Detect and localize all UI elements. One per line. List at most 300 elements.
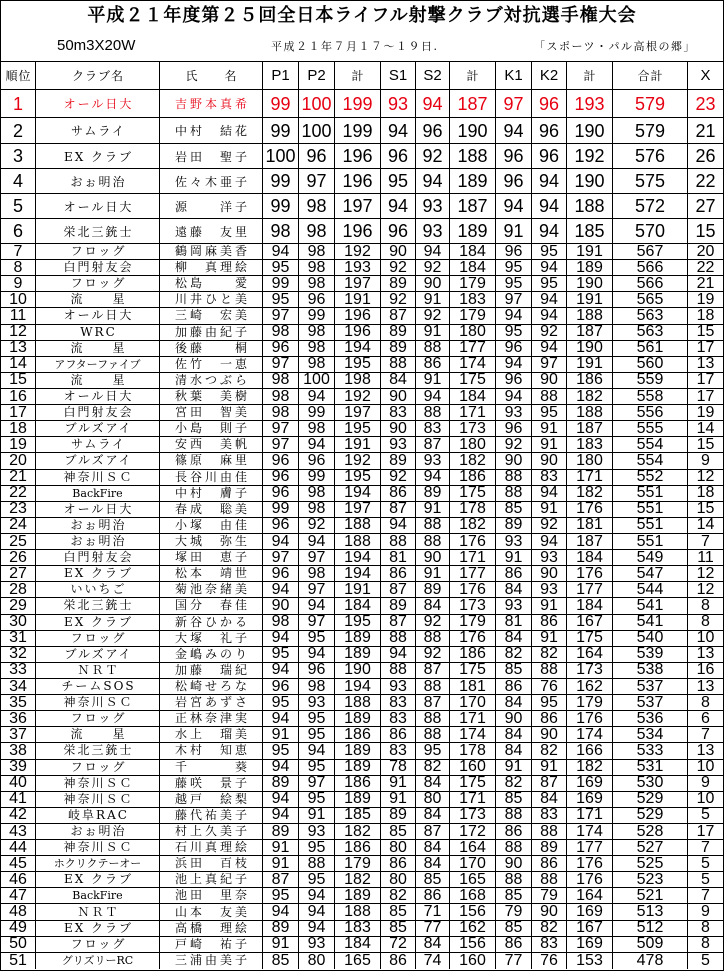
x-count-cell: 14 (696, 421, 715, 437)
k1-cell: 88 (496, 486, 532, 501)
p1-cell: 91 (263, 727, 299, 742)
s-sum-cell: 171 (450, 711, 496, 726)
name-cell: 後藤 桐 (160, 341, 263, 356)
result-row (1, 856, 723, 872)
p2-cell: 98 (299, 194, 335, 218)
club-cell: 栄北三銃士 (36, 743, 160, 758)
club-cell: WRC (36, 325, 160, 340)
x-count-cell: 10 (696, 630, 715, 646)
s-sum-cell: 180 (450, 437, 496, 452)
s1-cell: 94 (381, 518, 416, 533)
rank-cell: 26 (1, 550, 36, 565)
k2-cell: 88 (532, 389, 567, 404)
name-cell: 岩田 聖子 (160, 144, 263, 168)
rank-cell: 5 (1, 194, 36, 218)
k-sum-cell: 185 (567, 219, 613, 243)
s2-cell: 88 (416, 518, 450, 533)
p1-cell: 98 (263, 615, 299, 630)
p2-cell: 96 (299, 663, 335, 678)
name-cell: 松崎せろな (160, 679, 263, 694)
p2-cell: 98 (299, 566, 335, 581)
p2-cell: 98 (299, 260, 335, 275)
name-cell: 千 葵 (160, 760, 263, 775)
s1-cell: 82 (381, 888, 416, 903)
name-cell: 木村 知恵 (160, 743, 263, 758)
rank-cell: 8 (1, 260, 36, 275)
k1-cell: 95 (496, 276, 532, 291)
p1-cell: 96 (263, 486, 299, 501)
document-title: 平成２１年度第２５回全日本ライフル射撃クラブ対抗選手権大会 (87, 5, 637, 26)
k-sum-cell: 184 (567, 550, 613, 565)
club-cell: オール日大 (36, 389, 160, 404)
x-count-cell: 12 (696, 566, 715, 582)
p-sum-cell: 192 (335, 389, 381, 404)
s2-cell: 94 (416, 244, 450, 259)
x-count-cell: 17 (696, 340, 715, 356)
s-sum-cell: 168 (450, 888, 496, 903)
header-p1: P1 (263, 62, 299, 89)
total-cell: 509 (613, 937, 688, 952)
club-cell: チームSOS (36, 679, 160, 694)
s1-cell: 85 (381, 824, 416, 839)
s-sum-cell: 186 (450, 647, 496, 662)
k-sum-cell: 186 (567, 373, 613, 388)
rank-cell: 35 (1, 695, 36, 710)
club-cell: BackFire (36, 888, 160, 903)
s1-cell: 88 (381, 663, 416, 678)
name-cell: 佐々木亜子 (160, 169, 263, 193)
p1-cell: 99 (263, 276, 299, 291)
k1-cell: 94 (496, 194, 532, 218)
rank-cell: 47 (1, 888, 36, 903)
p1-cell: 96 (263, 518, 299, 533)
p1-cell: 98 (263, 325, 299, 340)
s2-cell: 88 (416, 679, 450, 694)
p1-cell: 98 (263, 373, 299, 388)
k-sum-cell: 192 (567, 144, 613, 168)
s1-cell: 83 (381, 743, 416, 758)
s-sum-cell: 177 (450, 341, 496, 356)
name-cell: 浜田 百枝 (160, 856, 263, 871)
k1-cell: 93 (496, 534, 532, 549)
s2-cell: 86 (416, 888, 450, 903)
s-sum-cell: 171 (450, 550, 496, 565)
x-count-cell: 18 (696, 485, 715, 501)
k2-cell: 88 (532, 663, 567, 678)
k2-cell: 82 (532, 743, 567, 758)
p2-cell: 100 (299, 373, 335, 388)
x-count-cell: 17 (696, 823, 715, 840)
s1-cell: 88 (381, 631, 416, 646)
k1-cell: 90 (496, 856, 532, 871)
p2-cell: 95 (299, 760, 335, 775)
k-sum-cell: 187 (567, 421, 613, 436)
x-count-cell: 22 (696, 260, 715, 276)
p1-cell: 96 (263, 470, 299, 485)
s-sum-cell: 188 (450, 144, 496, 168)
header-k1: K1 (496, 62, 532, 89)
total-cell: 555 (613, 421, 688, 436)
name-cell: 金嶋みのり (160, 647, 263, 662)
k1-cell: 96 (496, 244, 532, 259)
s1-cell: 93 (381, 437, 416, 452)
rank-cell: 14 (1, 357, 36, 372)
s2-cell: 82 (416, 760, 450, 775)
k1-cell: 95 (496, 260, 532, 275)
k-sum-cell: 169 (567, 937, 613, 952)
k-sum-cell: 188 (567, 405, 613, 420)
x-count-cell: 5 (701, 807, 710, 823)
result-row (1, 194, 723, 219)
p1-cell: 99 (263, 169, 299, 193)
k2-cell: 87 (532, 776, 567, 791)
k1-cell: 85 (496, 792, 532, 807)
s1-cell: 85 (381, 921, 416, 936)
result-row (1, 169, 723, 194)
result-row (1, 663, 723, 679)
event-venue: 「スポーツ・パル高根の郷」 (534, 40, 697, 53)
total-cell: 538 (613, 663, 688, 678)
p-sum-cell: 199 (335, 118, 381, 143)
p1-cell: 96 (263, 341, 299, 356)
k2-cell: 90 (532, 904, 567, 919)
k-sum-cell: 182 (567, 486, 613, 501)
s1-cell: 93 (381, 679, 416, 694)
club-cell: 白門射友会 (36, 550, 160, 565)
total-cell: 559 (613, 373, 688, 388)
p-sum-cell: 192 (335, 453, 381, 468)
name-cell: 加藤 瑞紀 (160, 663, 263, 678)
k2-cell: 83 (532, 937, 567, 952)
rank-cell: 46 (1, 872, 36, 887)
name-cell: 藤代祐美子 (160, 808, 263, 823)
s-sum-cell: 172 (450, 824, 496, 839)
total-cell: 554 (613, 437, 688, 452)
p-sum-cell: 198 (335, 373, 381, 388)
k1-cell: 93 (496, 598, 532, 613)
total-cell: 541 (613, 598, 688, 613)
p-sum-cell: 189 (335, 792, 381, 807)
s-sum-cell: 160 (450, 953, 496, 969)
club-cell: EX クラブ (36, 872, 160, 887)
k1-cell: 92 (496, 437, 532, 452)
rank-cell: 33 (1, 663, 36, 678)
total-cell: 554 (613, 453, 688, 468)
total-cell: 566 (613, 276, 688, 291)
s1-cell: 80 (381, 872, 416, 887)
name-cell: 小島 則子 (160, 421, 263, 436)
s1-cell: 88 (381, 534, 416, 549)
p-sum-cell: 192 (335, 244, 381, 259)
p-sum-cell: 188 (335, 695, 381, 710)
p-sum-cell: 189 (335, 888, 381, 903)
p-sum-cell: 189 (335, 711, 381, 726)
k2-cell: 83 (532, 808, 567, 823)
s2-cell: 92 (416, 647, 450, 662)
header-k-sum: 計 (567, 62, 613, 89)
x-count-cell: 27 (695, 196, 716, 216)
k1-cell: 93 (496, 405, 532, 420)
s-sum-cell: 178 (450, 502, 496, 517)
club-cell: オール日大 (36, 194, 160, 218)
s2-cell: 91 (416, 566, 450, 581)
event-label: 50m3X20W (57, 37, 136, 54)
rank-cell: 48 (1, 904, 36, 919)
s2-cell: 77 (416, 921, 450, 936)
s-sum-cell: 174 (450, 727, 496, 742)
p2-cell: 98 (299, 679, 335, 694)
p2-cell: 94 (299, 647, 335, 662)
s-sum-cell: 181 (450, 679, 496, 694)
x-count-cell: 12 (696, 582, 715, 598)
total-cell: 579 (613, 90, 688, 117)
rank-cell: 25 (1, 534, 36, 549)
club-cell: フロッグ (36, 760, 160, 775)
s1-cell: 92 (381, 292, 416, 307)
name-cell: 越戸 絵梨 (160, 792, 263, 807)
s-sum-cell: 173 (450, 808, 496, 823)
p1-cell: 97 (263, 437, 299, 452)
name-cell: 長谷川由佳 (160, 470, 263, 485)
s-sum-cell: 186 (450, 470, 496, 485)
s2-cell: 92 (416, 308, 450, 323)
p-sum-cell: 194 (335, 550, 381, 565)
s-sum-cell: 156 (450, 904, 496, 919)
s-sum-cell: 179 (450, 276, 496, 291)
s2-cell: 89 (416, 582, 450, 597)
total-cell: 528 (613, 824, 688, 839)
s2-cell: 92 (416, 260, 450, 275)
s-sum-cell: 182 (450, 453, 496, 468)
k-sum-cell: 162 (567, 679, 613, 694)
total-cell: 529 (613, 792, 688, 807)
s1-cell: 96 (381, 144, 416, 168)
p1-cell: 87 (263, 872, 299, 887)
total-cell: 521 (613, 888, 688, 903)
p1-cell: 99 (263, 194, 299, 218)
result-row (1, 534, 723, 550)
header-s1: S1 (381, 62, 416, 89)
k2-cell: 91 (532, 437, 567, 452)
s2-cell: 92 (416, 615, 450, 630)
p-sum-cell: 199 (335, 90, 381, 117)
x-count-cell: 8 (701, 920, 710, 936)
p-sum-cell: 191 (335, 582, 381, 597)
result-row (1, 888, 723, 904)
total-cell: 551 (613, 502, 688, 517)
club-cell: いいちご (36, 582, 160, 597)
k-sum-cell: 180 (567, 453, 613, 468)
s2-cell: 88 (416, 727, 450, 742)
name-cell: 松本 靖世 (160, 566, 263, 581)
s1-cell: 80 (381, 840, 416, 855)
s1-cell: 94 (381, 194, 416, 218)
s-sum-cell: 179 (450, 308, 496, 323)
p2-cell: 99 (299, 308, 335, 323)
k-sum-cell: 191 (567, 357, 613, 372)
p1-cell: 99 (263, 118, 299, 143)
k1-cell: 82 (496, 776, 532, 791)
p1-cell: 95 (263, 647, 299, 662)
s-sum-cell: 173 (450, 421, 496, 436)
s2-cell: 83 (416, 421, 450, 436)
result-row (1, 840, 723, 856)
name-cell: 鶴岡麻美香 (160, 244, 263, 259)
p-sum-cell: 186 (335, 776, 381, 791)
s1-cell: 89 (381, 598, 416, 613)
s2-cell: 93 (416, 194, 450, 218)
p-sum-cell: 197 (335, 405, 381, 420)
k2-cell: 89 (532, 840, 567, 855)
s2-cell: 90 (416, 276, 450, 291)
x-count-cell: 26 (695, 146, 716, 166)
p1-cell: 99 (263, 90, 299, 117)
p1-cell: 85 (263, 953, 299, 969)
rank-cell: 51 (1, 953, 36, 969)
s1-cell: 88 (381, 357, 416, 372)
k-sum-cell: 169 (567, 776, 613, 791)
rank-cell: 43 (1, 824, 36, 839)
name-cell: 石川真理絵 (160, 840, 263, 855)
p-sum-cell: 188 (335, 518, 381, 533)
p1-cell: 95 (263, 292, 299, 307)
s-sum-cell: 184 (450, 244, 496, 259)
k2-cell: 84 (532, 792, 567, 807)
name-cell: 佐竹 一恵 (160, 357, 263, 372)
result-row (1, 470, 723, 486)
s2-cell: 91 (416, 373, 450, 388)
total-cell: 536 (613, 711, 688, 726)
p2-cell: 98 (299, 325, 335, 340)
x-count-cell: 14 (696, 517, 715, 533)
total-cell: 523 (613, 872, 688, 887)
club-cell: 流 星 (36, 341, 160, 356)
total-cell: 563 (613, 325, 688, 340)
club-cell: おぉ明治 (36, 518, 160, 533)
s2-cell: 87 (416, 437, 450, 452)
p2-cell: 94 (299, 904, 335, 919)
s1-cell: 92 (381, 260, 416, 275)
p-sum-cell: 197 (335, 502, 381, 517)
s-sum-cell: 170 (450, 856, 496, 871)
header-p2: P2 (299, 62, 335, 89)
k2-cell: 79 (532, 888, 567, 903)
result-row (1, 421, 723, 437)
s1-cell: 86 (381, 856, 416, 871)
k1-cell: 82 (496, 647, 532, 662)
name-cell: 菊池奈緒美 (160, 582, 263, 597)
k-sum-cell: 164 (567, 647, 613, 662)
club-cell: ブルズアイ (36, 453, 160, 468)
s2-cell: 94 (416, 389, 450, 404)
rank-cell: 40 (1, 776, 36, 791)
result-row (1, 244, 723, 260)
s2-cell: 74 (416, 953, 450, 969)
p1-cell: 99 (263, 502, 299, 517)
s-sum-cell: 176 (450, 631, 496, 646)
k1-cell: 96 (496, 421, 532, 436)
club-cell: 栄北三銃士 (36, 598, 160, 613)
k2-cell: 91 (532, 631, 567, 646)
rank-cell: 29 (1, 598, 36, 613)
total-cell: 558 (613, 389, 688, 404)
rank-cell: 36 (1, 711, 36, 726)
rank-cell: 17 (1, 405, 36, 420)
s2-cell: 86 (416, 357, 450, 372)
p-sum-cell: 194 (335, 566, 381, 581)
k1-cell: 77 (496, 953, 532, 969)
total-cell: 529 (613, 808, 688, 823)
k1-cell: 97 (496, 90, 532, 117)
name-cell: 川井ひと美 (160, 292, 263, 307)
p1-cell: 96 (263, 566, 299, 581)
rank-cell: 20 (1, 453, 36, 468)
x-count-cell: 9 (701, 904, 710, 920)
k2-cell: 93 (532, 550, 567, 565)
k-sum-cell: 169 (567, 792, 613, 807)
s-sum-cell: 164 (450, 840, 496, 855)
club-cell: 神奈川ＳＣ (36, 792, 160, 807)
x-count-cell: 13 (696, 356, 715, 372)
x-count-cell: 23 (695, 93, 716, 114)
s2-cell: 90 (416, 550, 450, 565)
rank-cell: 15 (1, 373, 36, 388)
rank-cell: 16 (1, 389, 36, 404)
s1-cell: 87 (381, 502, 416, 517)
p2-cell: 100 (299, 90, 335, 117)
s2-cell: 84 (416, 856, 450, 871)
k2-cell: 93 (532, 582, 567, 597)
name-cell: 遠藤 友里 (160, 219, 263, 243)
k2-cell: 76 (532, 679, 567, 694)
x-count-cell: 21 (696, 276, 715, 292)
s1-cell: 86 (381, 566, 416, 581)
s-sum-cell: 175 (450, 663, 496, 678)
k2-cell: 83 (532, 470, 567, 485)
club-cell: 白門射友会 (36, 260, 160, 275)
p2-cell: 95 (299, 711, 335, 726)
s2-cell: 91 (416, 325, 450, 340)
x-count-cell: 7 (701, 840, 710, 856)
p2-cell: 94 (299, 437, 335, 452)
name-cell: 大城 弥生 (160, 534, 263, 549)
rank-cell: 7 (1, 244, 36, 259)
p-sum-cell: 193 (335, 260, 381, 275)
name-cell: 小塚 由佳 (160, 518, 263, 533)
result-row (1, 437, 723, 453)
p1-cell: 97 (263, 550, 299, 565)
p1-cell: 91 (263, 840, 299, 855)
result-row (1, 260, 723, 276)
k-sum-cell: 171 (567, 808, 613, 823)
p2-cell: 98 (299, 244, 335, 259)
club-cell: オール日大 (36, 308, 160, 323)
s-sum-cell: 190 (450, 118, 496, 143)
s-sum-cell: 176 (450, 534, 496, 549)
x-count-cell: 11 (697, 550, 714, 566)
rank-cell: 39 (1, 760, 36, 775)
rank-cell: 6 (1, 219, 36, 243)
s2-cell: 87 (416, 663, 450, 678)
k-sum-cell: 175 (567, 631, 613, 646)
k-sum-cell: 176 (567, 872, 613, 887)
rank-cell: 24 (1, 518, 36, 533)
total-cell: 539 (613, 647, 688, 662)
rank-cell: 42 (1, 808, 36, 823)
rank-cell: 1 (1, 90, 36, 117)
s-sum-cell: 175 (450, 486, 496, 501)
k-sum-cell: 187 (567, 534, 613, 549)
